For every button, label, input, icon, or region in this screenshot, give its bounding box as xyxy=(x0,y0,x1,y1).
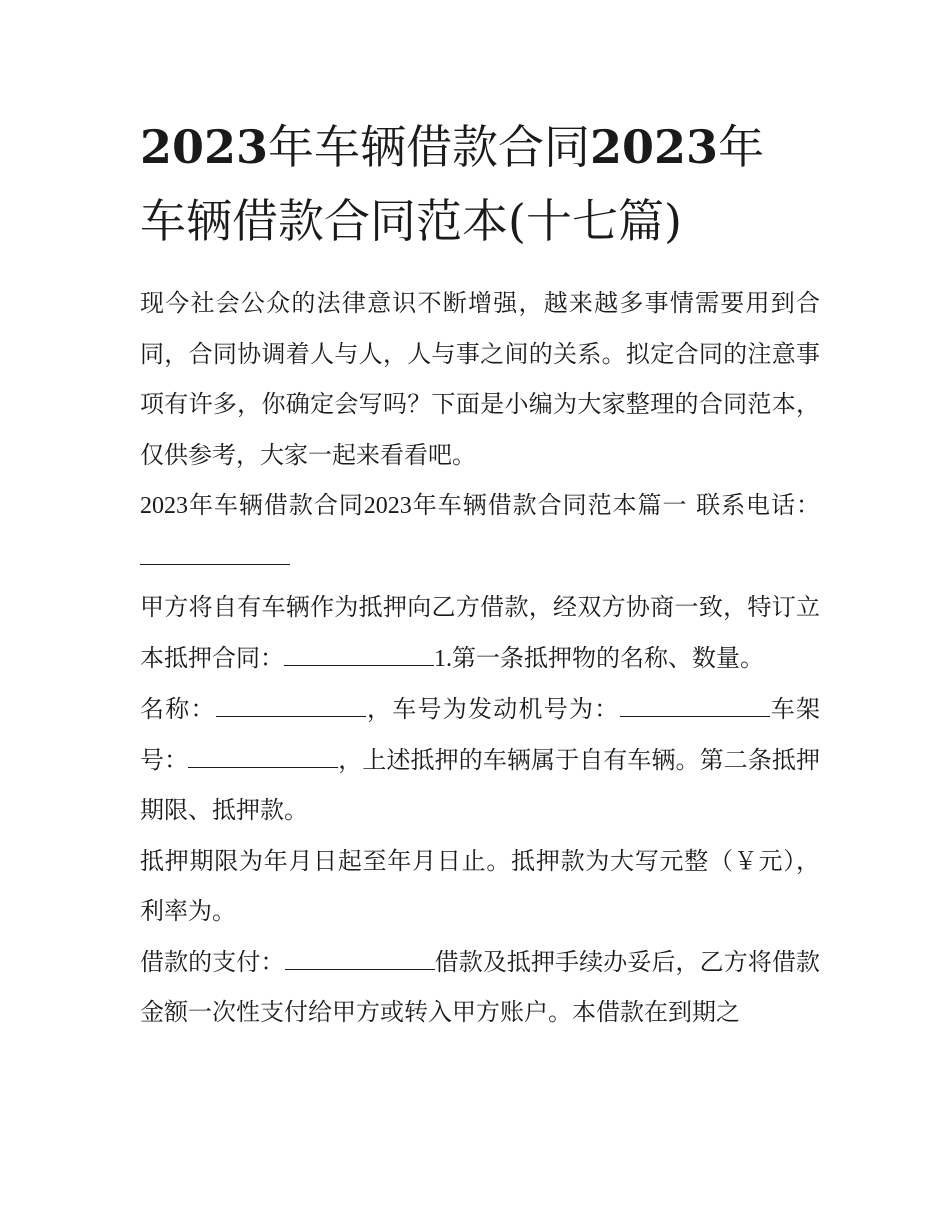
section-year-1: 2023 xyxy=(140,493,188,519)
phone-blank-line xyxy=(140,544,290,565)
title-text-2: 年 xyxy=(718,120,765,174)
pledge-text-before: 甲方将自有车辆作为抵押向乙方借款，经双方协商一致，特订立本抵押合同： xyxy=(140,593,820,672)
payment-paragraph xyxy=(140,937,820,1038)
engine-number-label: ，车号为发动机号为： xyxy=(365,695,620,723)
title-year-1: 2023 xyxy=(140,120,269,174)
section-heading-paragraph xyxy=(140,480,820,582)
title-year-2: 2023 xyxy=(590,120,719,174)
vehicle-name-paragraph xyxy=(140,684,820,836)
document-title xyxy=(140,110,820,258)
section-text-2: 年车辆借款合同范本篇一 联系电话： xyxy=(411,491,820,519)
payment-label: 借款的支付： xyxy=(140,947,285,976)
engine-number-blank-line xyxy=(620,696,770,717)
frame-number-label: 车架号： xyxy=(140,695,820,774)
title-text-1: 年车辆借款合同 xyxy=(268,120,591,174)
name-label: 名称： xyxy=(140,695,216,723)
payment-blank-line xyxy=(285,949,435,970)
title-text-3: 车辆借款合同范本(十七篇) xyxy=(140,194,682,248)
term-paragraph: 抵押期限为年月日起至年月日止。抵押款为大写元整（￥元），利率为。 xyxy=(140,846,820,925)
document-page xyxy=(140,110,820,1038)
section-year-2: 2023 xyxy=(363,493,412,519)
vehicle-name-text-after: ，上述抵押的车辆属于自有车辆。第二条抵押期限、抵押款。 xyxy=(140,745,821,824)
frame-number-blank-line xyxy=(188,747,338,768)
pledge-paragraph xyxy=(140,582,820,684)
pledge-blank-line xyxy=(284,645,434,666)
pledge-text-after: 第一条抵押物的名称、数量。 xyxy=(452,643,764,672)
pledge-number: 1. xyxy=(434,645,452,672)
payment-text: 借款及抵押手续办妥后，乙方将借款金额一次性支付给甲方或转入甲方账户。本借款在到期之 xyxy=(140,947,821,1026)
section-text-1: 年车辆借款合同 xyxy=(188,491,364,519)
intro-paragraph: 现今社会公众的法律意识不断增强，越来越多事情需要用到合同，合同协调着人与人，人与事之间的关系。拟定合同的注意事项有许多，你确定会写吗？下面是小编为大家整理的合同范本，仅供参考，大家一起来看看吧。 xyxy=(140,289,820,469)
name-blank-line xyxy=(216,696,366,717)
